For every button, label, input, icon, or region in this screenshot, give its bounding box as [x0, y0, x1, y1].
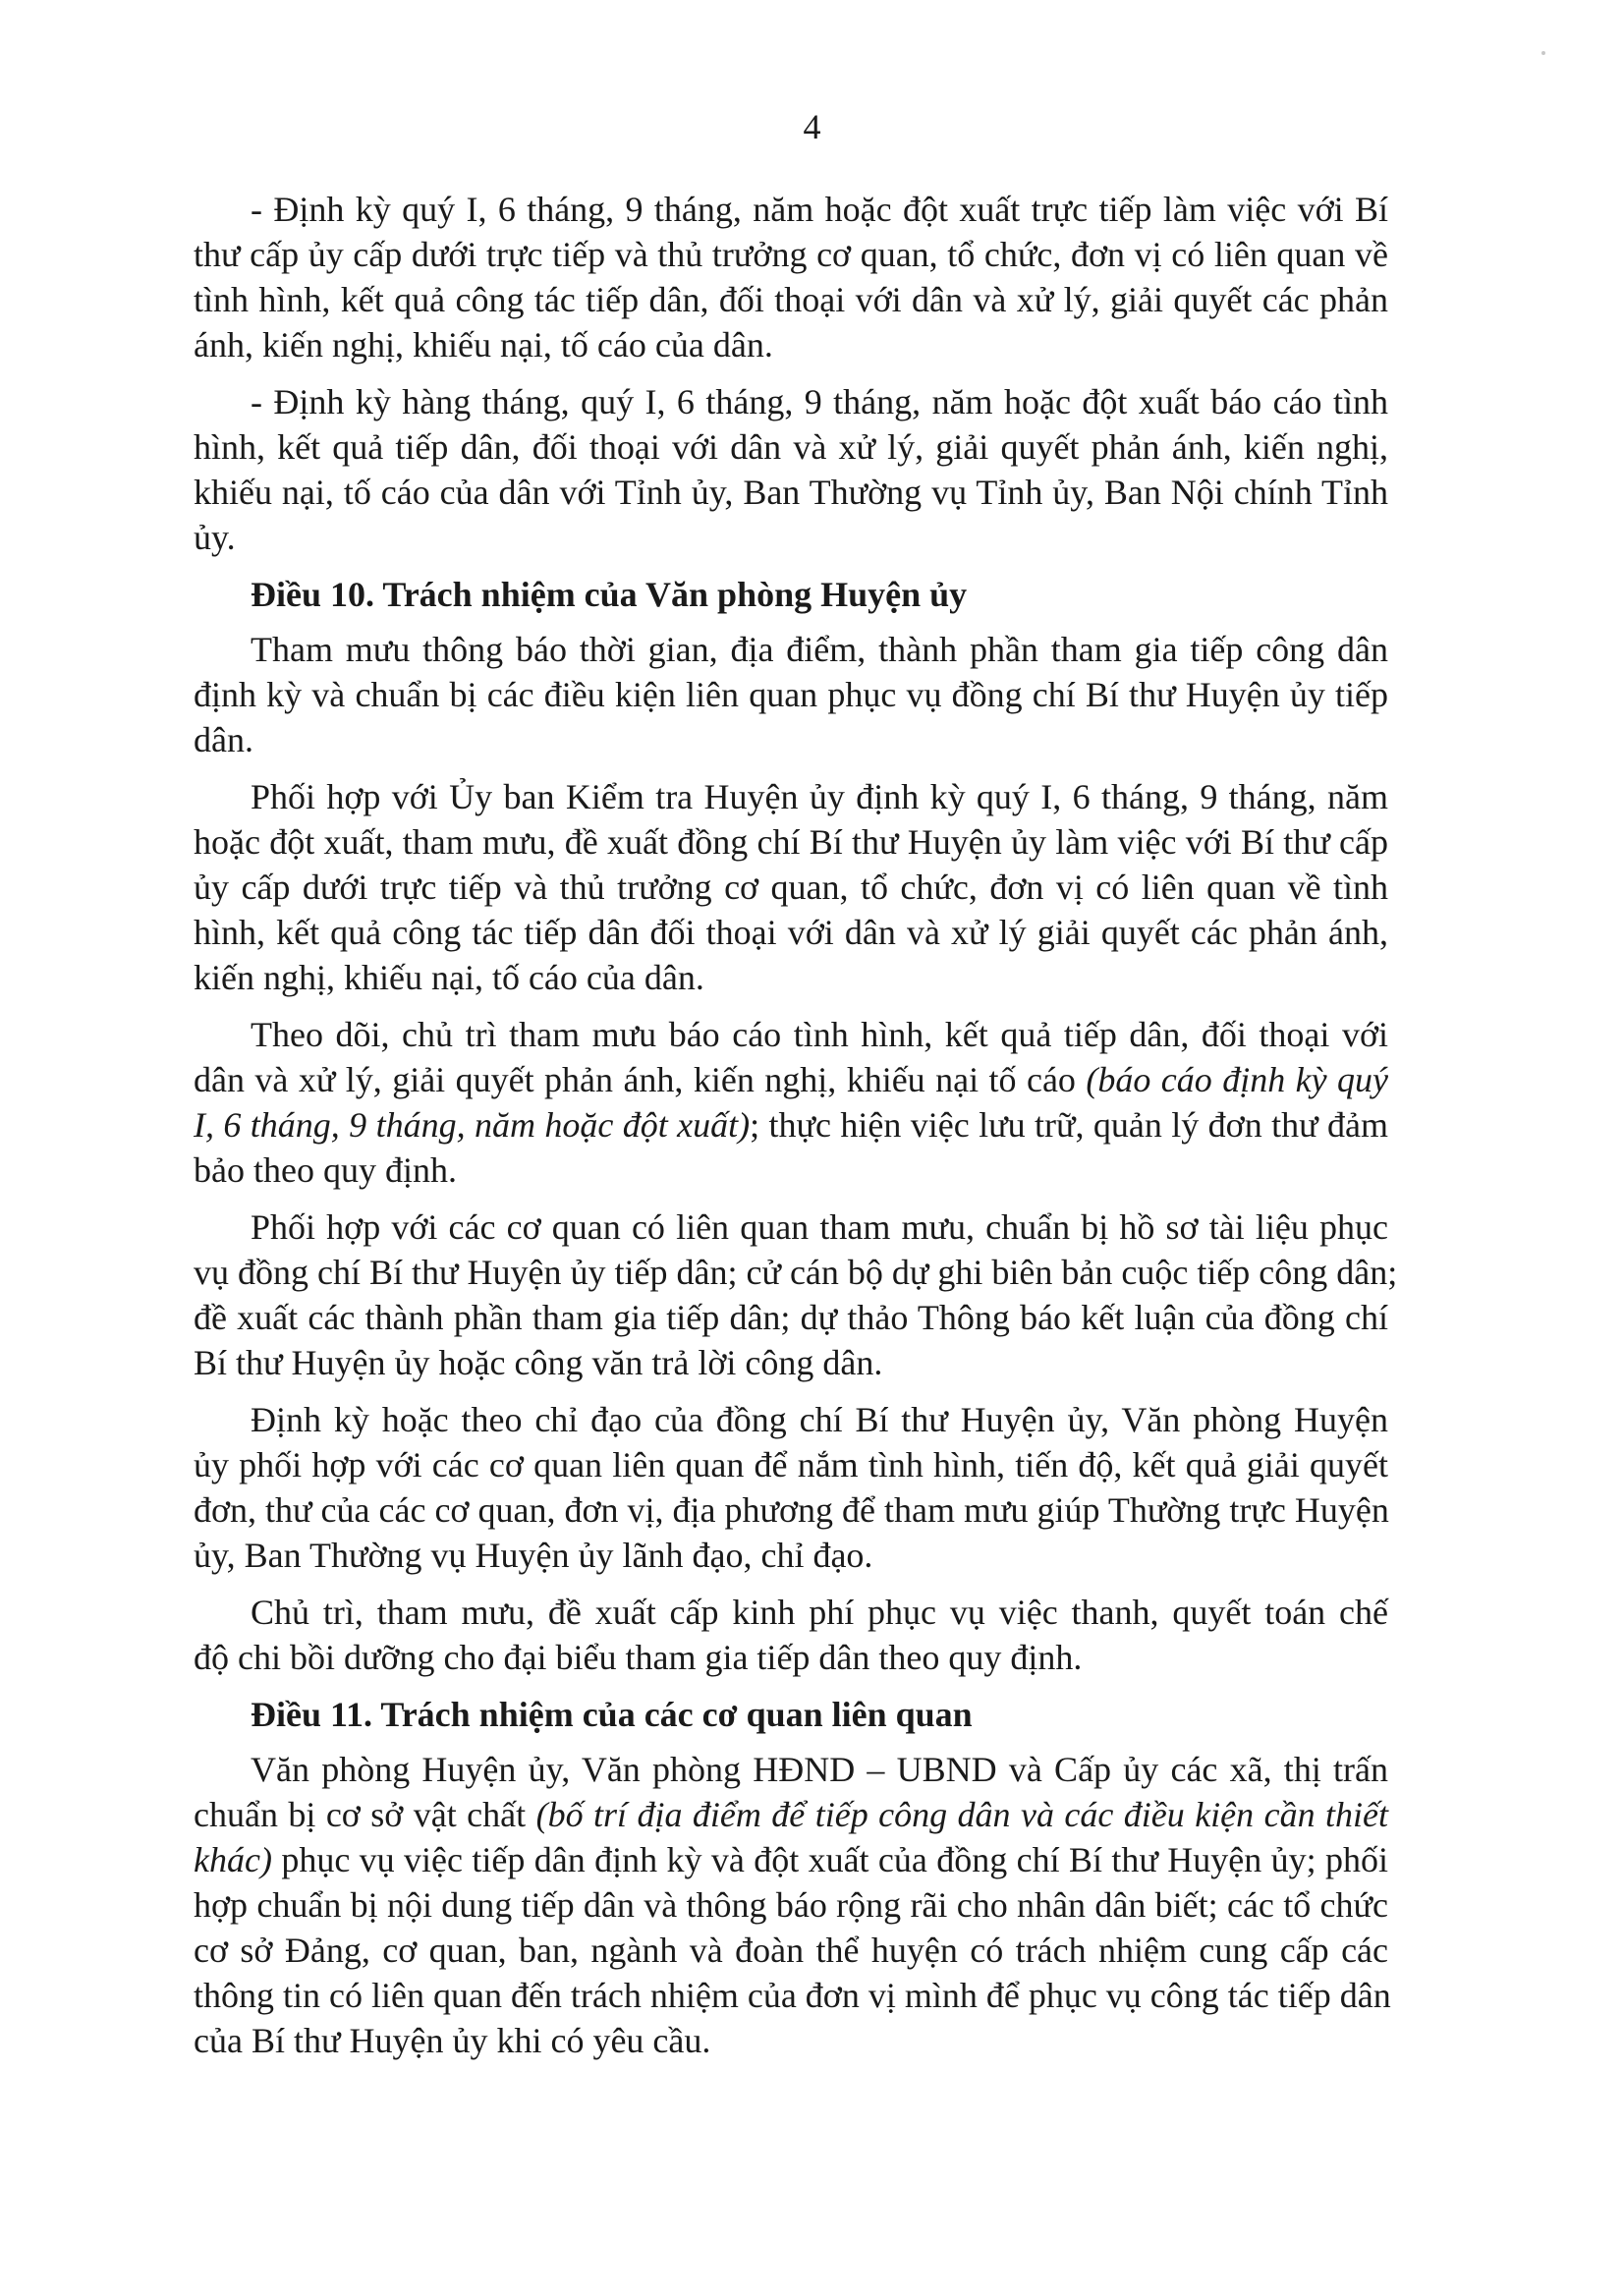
italic-text: (báo cáo định kỳ quý — [1086, 1060, 1388, 1099]
text-run: bảo theo quy định. — [194, 1150, 457, 1190]
text-run: thông tin có liên quan đến trách nhiệm của đơn vị mình để phục vụ công tác tiếp dân — [194, 1976, 1391, 2015]
paragraph-line — [194, 2018, 1388, 2063]
paragraph-line: kiến nghị, khiếu nại, tố cáo của dân. — [194, 958, 704, 997]
paragraph — [194, 774, 1388, 1000]
text-run: chuẩn bị cơ sở vật chất — [194, 1795, 536, 1834]
paragraph-line — [194, 1012, 1388, 1057]
paragraph — [194, 1204, 1398, 1385]
paragraph-line — [194, 1057, 1388, 1102]
italic-text: khác) — [194, 1840, 272, 1879]
paragraph-line: ánh, kiến nghị, khiếu nại, tố cáo của dân. — [194, 325, 773, 364]
paragraph-line: - Định kỳ quý I, 6 tháng, 9 tháng, năm hoặc đột xuất trực tiếp làm việc với Bí — [251, 190, 1388, 229]
paragraph-line — [194, 1928, 1388, 1973]
page-number: 4 — [803, 107, 821, 146]
text-run: hợp chuẩn bị nội dung tiếp dân và thông báo rộng rãi cho nhân dân biết; các tổ chức — [194, 1885, 1388, 1925]
paragraph — [194, 1590, 1388, 1680]
paragraph — [194, 1747, 1391, 2063]
paragraph-line — [194, 1973, 1391, 2018]
paragraph-line: hình, kết quả công tác tiếp dân đối thoại với dân và xử lý giải quyết các phản ánh, — [194, 913, 1388, 952]
paragraph-line: Tham mưu thông báo thời gian, địa điểm, thành phần tham gia tiếp công dân — [251, 630, 1388, 669]
document-body — [194, 187, 1398, 2075]
paragraph-line: độ chi bồi dưỡng cho đại biểu tham gia tiếp dân theo quy định. — [194, 1638, 1083, 1677]
italic-text: (bố trí địa điểm để tiếp công dân và các điều kiện cần thiết — [535, 1795, 1388, 1834]
italic-text: I, 6 tháng, 9 tháng, năm hoặc đột xuất) — [194, 1105, 751, 1145]
paragraph-line: đơn, thư của các cơ quan, đơn vị, địa phương để tham mưu giúp Thường trực Huyện — [194, 1490, 1389, 1530]
paragraph-line: ủy phối hợp với các cơ quan liên quan để nắm tình hình, tiến độ, kết quả giải quyết — [194, 1445, 1388, 1484]
paragraph — [194, 627, 1388, 762]
text-run: cơ sở Đảng, cơ quan, ban, ngành và đoàn thể huyện có trách nhiệm cung cấp các — [194, 1931, 1388, 1970]
paragraph-line: dân. — [194, 720, 253, 759]
paragraph-line: định kỳ và chuẩn bị các điều kiện liên quan phục vụ đồng chí Bí thư Huyện ủy tiếp — [194, 675, 1388, 714]
paragraph-line — [194, 1747, 1388, 1792]
paragraph-line — [194, 1837, 1388, 1882]
text-run: Theo dõi, chủ trì tham mưu báo cáo tình hình, kết quả tiếp dân, đối thoại với — [251, 1015, 1388, 1054]
paragraph-line: thư cấp ủy cấp dưới trực tiếp và thủ trưởng cơ quan, tổ chức, đơn vị có liên quan về — [194, 235, 1388, 274]
article-heading: Điều 11. Trách nhiệm của các cơ quan liên quan — [251, 1695, 973, 1734]
paragraph-line — [194, 1882, 1388, 1928]
paragraph-line: Phối hợp với Ủy ban Kiểm tra Huyện ủy định kỳ quý I, 6 tháng, 9 tháng, năm — [251, 777, 1388, 816]
paragraph-line: đề xuất các thành phần tham gia tiếp dân; dự thảo Thông báo kết luận của đồng chí — [194, 1298, 1388, 1337]
text-run: của Bí thư Huyện ủy khi có yêu cầu. — [194, 2021, 711, 2060]
paragraph-line: hình, kết quả tiếp dân, đối thoại với dân và xử lý, giải quyết phản ánh, kiến nghị, — [194, 427, 1388, 467]
paragraph-line: Định kỳ hoặc theo chỉ đạo của đồng chí Bí thư Huyện ủy, Văn phòng Huyện — [251, 1400, 1388, 1439]
paragraph-line — [194, 1102, 1388, 1148]
paragraph-line — [194, 1792, 1388, 1837]
article-heading: Điều 10. Trách nhiệm của Văn phòng Huyện ủy — [251, 575, 968, 614]
paragraph-line — [194, 1148, 1388, 1193]
paragraph-line: ủy, Ban Thường vụ Huyện ủy lãnh đạo, chỉ đạo. — [194, 1536, 873, 1575]
paragraph-line: hoặc đột xuất, tham mưu, đề xuất đồng chí Bí thư Huyện ủy làm việc với Bí thư cấp — [194, 822, 1388, 862]
paragraph-line: khiếu nại, tố cáo của dân với Tỉnh ủy, Ban Thường vụ Tỉnh ủy, Ban Nội chính Tỉnh — [194, 473, 1388, 512]
text-run: Văn phòng Huyện ủy, Văn phòng HĐND – UBND và Cấp ủy các xã, thị trấn — [251, 1750, 1388, 1789]
paragraph — [194, 379, 1388, 560]
paragraph-line: - Định kỳ hàng tháng, quý I, 6 tháng, 9 tháng, năm hoặc đột xuất báo cáo tình — [251, 382, 1388, 421]
paragraph — [194, 187, 1388, 367]
text-run: ; thực hiện việc lưu trữ, quản lý đơn thư đảm — [750, 1105, 1388, 1145]
text-run: phục vụ việc tiếp dân định kỳ và đột xuất của đồng chí Bí thư Huyện ủy; phối — [271, 1840, 1388, 1879]
paragraph-line: vụ đồng chí Bí thư Huyện ủy tiếp dân; cử cán bộ dự ghi biên bản cuộc tiếp công dân; — [194, 1253, 1398, 1292]
paragraph-line: Bí thư Huyện ủy hoặc công văn trả lời công dân. — [194, 1343, 883, 1382]
paragraph-line: ủy cấp dưới trực tiếp và thủ trưởng cơ quan, tổ chức, đơn vị có liên quan về tình — [194, 868, 1388, 907]
paragraph — [194, 1012, 1388, 1193]
paragraph-line: Phối hợp với các cơ quan có liên quan tham mưu, chuẩn bị hồ sơ tài liệu phục — [251, 1207, 1388, 1247]
text-run: dân và xử lý, giải quyết phản ánh, kiến nghị, khiếu nại tố cáo — [194, 1060, 1087, 1099]
paragraph-line: ủy. — [194, 518, 236, 557]
scan-speck — [1541, 51, 1545, 55]
paragraph-line: tình hình, kết quả công tác tiếp dân, đối thoại với dân và xử lý, giải quyết các phản — [194, 280, 1388, 319]
paragraph-line: Chủ trì, tham mưu, đề xuất cấp kinh phí phục vụ việc thanh, quyết toán chế — [251, 1593, 1388, 1632]
paragraph — [194, 1397, 1388, 1578]
